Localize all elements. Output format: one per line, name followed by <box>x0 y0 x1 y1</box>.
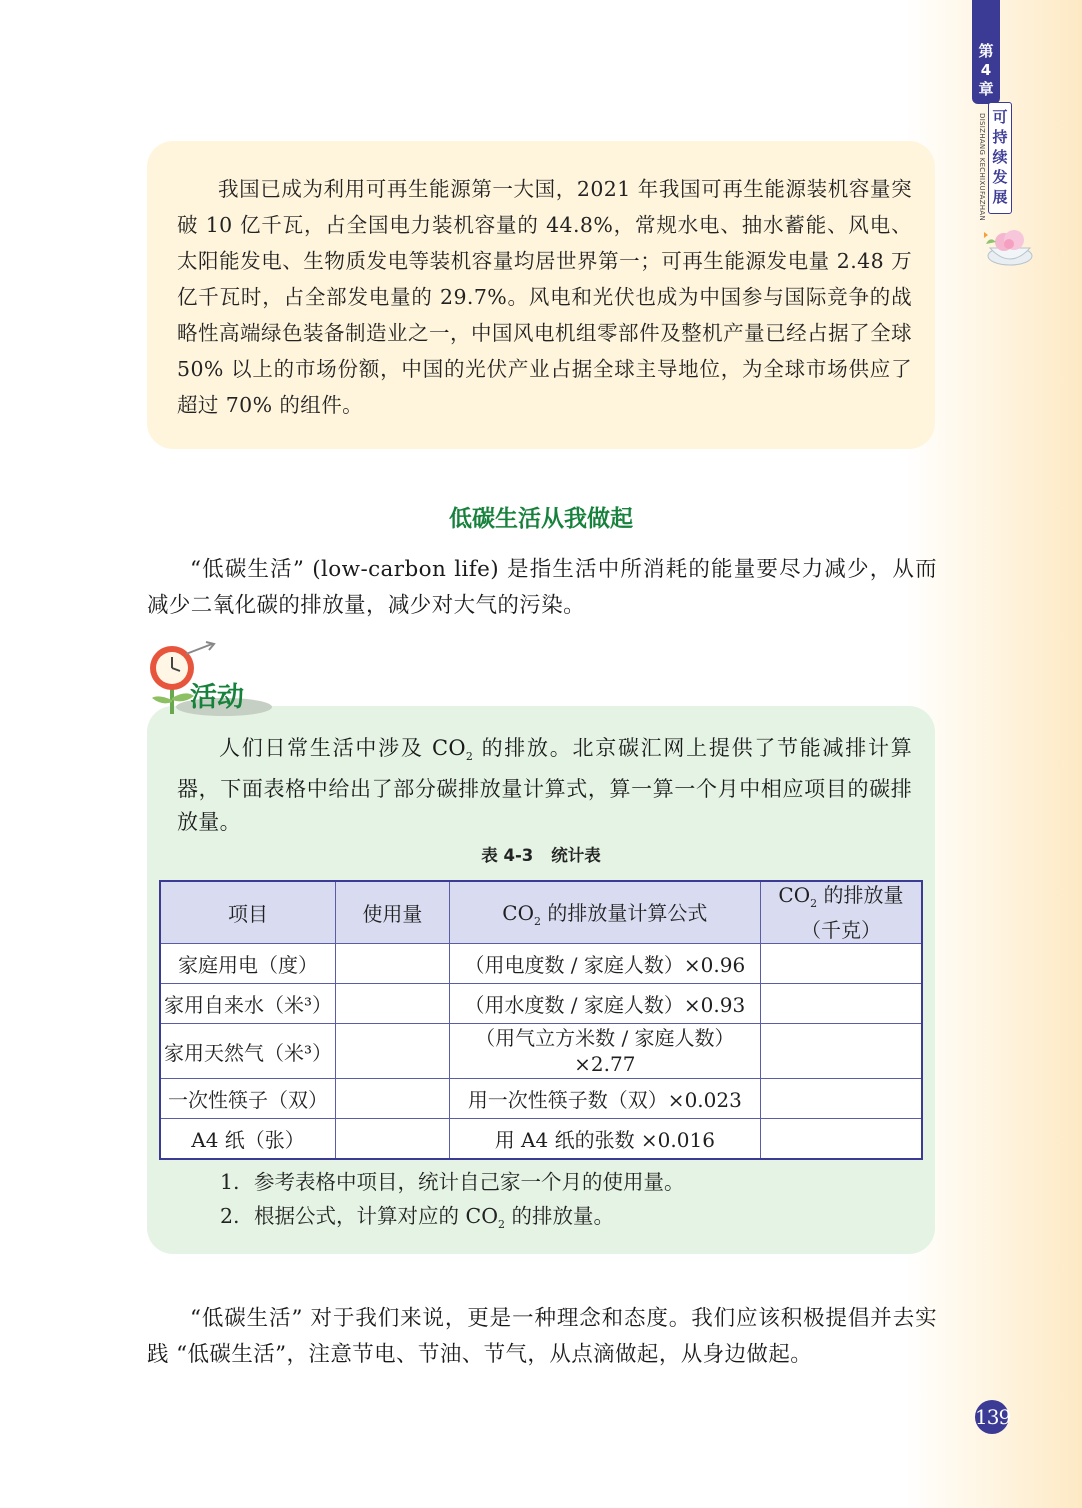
table-row <box>160 1079 922 1119</box>
cell-emission[interactable] <box>760 944 922 984</box>
title-char-2: 持 <box>992 128 1008 146</box>
task-list <box>220 1165 910 1242</box>
table-caption-number: 表 4-3 <box>481 846 534 865</box>
cell-usage[interactable] <box>336 984 450 1024</box>
intro-paragraph: “低碳生活” (low-carbon life) 是指生活中所消耗的能量要尽力减少，从而减少二氧化碳的排放量，减少对大气的污染。 <box>147 557 937 618</box>
cell-emission[interactable] <box>760 1024 922 1079</box>
cell-formula: （用电度数 / 家庭人数）×0.96 <box>449 944 760 984</box>
header-formula-pre: CO <box>502 901 534 925</box>
chapter-title-tab <box>988 102 1012 214</box>
closing-paragraph: “低碳生活” 对于我们来说，更是一种理念和态度。我们应该积极提倡并去实践 “低碳生活”，注意节电、节油、节气，从点滴做起，从身边做起。 <box>147 1306 937 1367</box>
cell-formula <box>449 1024 760 1079</box>
header-emission-pre: CO <box>778 883 811 907</box>
cell-emission[interactable] <box>760 1079 922 1119</box>
cell-formula: 用 A4 纸的张数 ×0.016 <box>449 1119 760 1160</box>
page-number: 139 <box>975 1400 1009 1434</box>
section-title: 低碳生活从我做起 <box>449 506 633 532</box>
cell-item: 家庭用电（度） <box>160 944 336 984</box>
title-char-3: 续 <box>992 148 1008 166</box>
activity-label: 活动 <box>190 682 244 713</box>
header-usage: 使用量 <box>336 881 450 944</box>
chapter-tab <box>972 0 1000 104</box>
table-caption <box>0 842 1082 866</box>
header-emission-post: 的排放量 <box>817 883 904 907</box>
cell-usage[interactable] <box>336 1119 450 1160</box>
activity-intro-before: 人们日常生活中涉及 CO <box>219 736 466 760</box>
cell-usage[interactable] <box>336 1024 450 1079</box>
table-row <box>160 1119 922 1160</box>
cell-item: 一次性筷子（双） <box>160 1079 336 1119</box>
table-caption-title: 统计表 <box>551 846 601 865</box>
cell-emission[interactable] <box>760 1119 922 1160</box>
chapter-char-3: 章 <box>978 80 994 98</box>
title-char-1: 可 <box>992 108 1008 126</box>
cell-item: A4 纸（张） <box>160 1119 336 1160</box>
table-row <box>160 1024 922 1079</box>
cell-formula-line2: ×2.77 <box>574 1052 636 1076</box>
cell-emission[interactable] <box>760 984 922 1024</box>
cell-formula: 用一次性筷子数（双）×0.023 <box>449 1079 760 1119</box>
header-formula-post: 的排放量计算公式 <box>541 901 708 925</box>
chapter-char-2: 4 <box>980 61 992 79</box>
teacup-flower-icon <box>974 222 1038 270</box>
header-emission <box>760 881 922 944</box>
header-emission-unit: （千克） <box>800 918 881 942</box>
cell-formula: （用水度数 / 家庭人数）×0.93 <box>449 984 760 1024</box>
cell-usage[interactable] <box>336 944 450 984</box>
title-char-5: 展 <box>992 188 1008 206</box>
header-emission-sub: 2 <box>810 897 818 910</box>
task-text-sub: 2 <box>498 1218 506 1232</box>
task-number: 2. <box>220 1204 240 1228</box>
task-text-after: 的排放量。 <box>505 1204 615 1228</box>
cell-formula-line1: （用气立方米数 / 家庭人数） <box>475 1026 735 1050</box>
task-item <box>220 1165 910 1199</box>
cell-item: 家用天然气（米³） <box>160 1024 336 1079</box>
table-row <box>160 984 922 1024</box>
activity-intro-after: 的排放。北京碳汇网上提供了节能减排计算器，下面表格中给出了部分碳排放量计算式，算一算一个月中相应项目的碳排放量。 <box>177 736 912 835</box>
stats-table <box>159 880 923 1160</box>
task-text: 参考表格中项目，统计自己家一个月的使用量。 <box>254 1170 685 1194</box>
header-formula <box>449 881 760 944</box>
cell-item: 家用自来水（米³） <box>160 984 336 1024</box>
header-item: 项目 <box>160 881 336 944</box>
title-char-4: 发 <box>992 168 1008 186</box>
cell-usage[interactable] <box>336 1079 450 1119</box>
task-text-before: 根据公式，计算对应的 CO <box>254 1204 499 1228</box>
task-number: 1. <box>220 1170 240 1194</box>
task-item <box>220 1199 910 1242</box>
info-text: 我国已成为利用可再生能源第一大国，2021 年我国可再生能源装机容量突破 10 亿千瓦，占全国电力装机容量的 44.8%，常规水电、抽水蓄能、风电、太阳能发电、生物质发电等装机容量均居世界第一；可再生能源发电量 2.48 万亿千瓦时，占全部发电量的 29.7%。风电和光伏也成为中国参与国际竞争的战略性高端绿色装备制造业之一，中国风电机组零部件及整机产量已经占据了全球 50% 以上的市场份额，中国的光伏产业占据全球主导地位，为全球市场供应了超过 70% 的组件。 <box>177 177 912 417</box>
chapter-pinyin: DISIZHANG KECHIXUFAZHAN <box>978 113 986 221</box>
table-row <box>160 944 922 984</box>
chapter-char-1: 第 <box>978 42 994 60</box>
activity-intro-sub: 2 <box>465 750 474 764</box>
table-header-row <box>160 881 922 944</box>
activity-intro <box>177 732 912 839</box>
header-formula-sub: 2 <box>534 915 541 928</box>
